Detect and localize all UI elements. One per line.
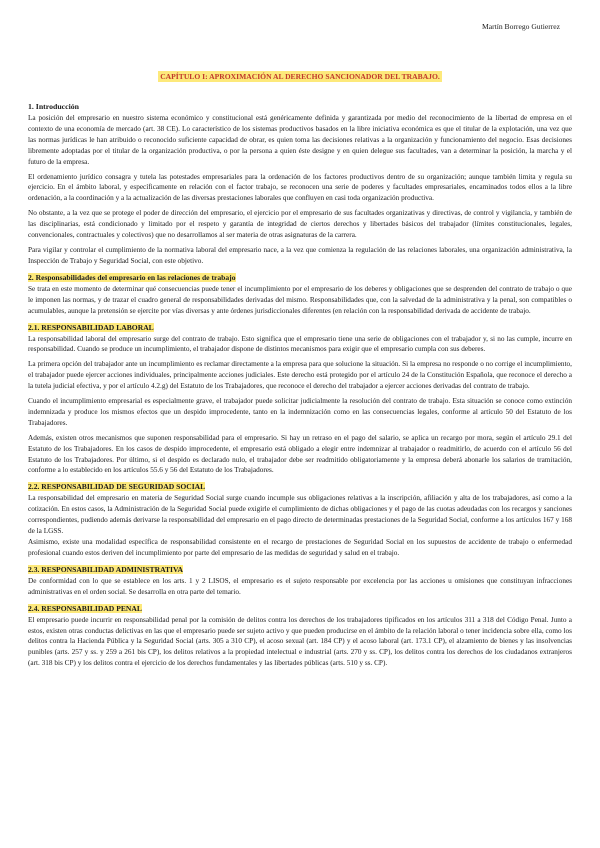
section-heading-text: 2.2. RESPONSABILIDAD DE SEGURIDAD SOCIAL	[28, 482, 206, 492]
paragraph: Para vigilar y controlar el cumplimiento de la normativa laboral del empresario nace, a la vez que comienza la regulación de las relaciones laborales, una organización administrativa, la Inspección de Trabajo y Seguridad Social, con este objetivo.	[28, 245, 572, 265]
section-heading-penal	[28, 604, 572, 614]
section-heading-text: 2.1. RESPONSABILIDAD LABORAL	[28, 322, 154, 332]
paragraph: El ordenamiento jurídico consagra y tutela las potestades empresariales para la ordenación de los factores productivos dentro de su organización; aunque también limita y regula su ejercicio. En el ámbito laboral, y específicamente en relación con el factor trabajo, se reconocen una serie de poderes y facultades empresariales, encaminados todos ellos a la libre ordenación, a la coordinación y a la actualización de las diversas prestaciones laborales que confluyen en casi toda organización productiva.	[28, 172, 572, 203]
section-heading-intro: 1. Introducción	[28, 102, 79, 111]
section-heading-responsabilidades	[28, 273, 572, 283]
paragraph: Además, existen otros mecanismos que suponen responsabilidad para el empresario. Si hay un retraso en el pago del salario, se aplica un recargo por mora, según el artículo 29.1 del Estatuto de los Trabajadores. En los casos de despido improcedente, el empresario está obligado a elegir entre indemnizar al trabajador o readmitirlo, de acuerdo con el artículo 56 del Estatuto de los Trabajadores. Por último, si el despido es declarado nulo, el trabajador debe ser readmitido obligatoriamente y la empresa deberá abonarle los salarios de tramitación, conforme a lo establecido en los artículos 55.6 y 56 del Estatuto de los Trabajadores.	[28, 433, 572, 475]
section-heading-laboral	[28, 323, 572, 333]
paragraph: De conformidad con lo que se establece en los arts. 1 y 2 LISOS, el empresario es el sujeto responsable por excelencia por las acciones u omisiones que constituyan infracciones administrativas en el orden social. Se desarrolla en otra parte del temario.	[28, 576, 572, 596]
paragraph: El empresario puede incurrir en responsabilidad penal por la comisión de delitos contra los derechos de los trabajadores tipificados en los artículos 311 a 318 del Código Penal. Junto a estos, existen otras conductas delictivas en las que el empresario puede ser sujeto activo y que pueden producirse en el ámbito de la relación laboral o tener incidencia sobre ella, como los delitos contra la Hacienda Pública y la Seguridad Social (arts. 305 a 310 CP), el acoso sexual (art. 184 CP) y el acoso laboral (art. 173.1 CP), el alzamiento de bienes y las insolvencias punibles (arts. 257 y ss. y 259 a 261 bis CP), los delitos relativos a la propiedad intelectual e industrial (arts. 270 y ss. CP), los delitos contra los derechos de los ciudadanos extranjeros (art. 318 bis CP) y los delitos contra el ejercicio de los derechos fundamentales y las libertades públicas (arts. 510 y ss. CP).	[28, 615, 572, 668]
section-heading-text: 2. Responsabilidades del empresario en las relaciones de trabajo	[28, 272, 236, 282]
section-heading-text: 2.4. RESPONSABILIDAD PENAL	[28, 603, 142, 613]
section-heading-administrativa	[28, 565, 572, 575]
paragraph: La posición del empresario en nuestro sistema económico y constitucional está genéricamente definida y garantizada por medio del reconocimiento de la libertad de empresa en el contexto de una economía de mercado (art. 38 CE). Lo característico de los sistemas productivos basados en la libre iniciativa económica es que el titular de la explotación, una vez que las normas jurídicas le han atribuido o reconocido suficiente capacidad de obrar, es quien toma las decisiones relativas a la organización y funcionamiento del negocio. Esas decisiones libremente adoptadas por el titular de la organización productiva, o por la persona a quien éste designe y en quien delegue sus facultades, van a determinar la posición, la marcha y el futuro de la empresa.	[28, 114, 572, 166]
paragraph: Se trata en este momento de determinar qué consecuencias puede tener el incumplimiento por el empresario de los deberes y obligaciones que se desprenden del contrato de trabajo o que le imponen las normas, y de trazar el cuadro general de responsabilidades derivadas del mismo. Responsabilidades que, con la salvedad de la administrativa y la penal, son compatibles o acumulables, aunque la pretensión se ejercite por vías diversas y ante órdenes jurisdiccionales diferentes (en relación con la responsabilidad derivada de accidente de trabajo.	[28, 284, 572, 315]
paragraph: La responsabilidad del empresario en materia de Seguridad Social surge cuando incumple sus obligaciones relativas a la inscripción, afiliación y alta de los trabajadores, así como a la cotización. En estos casos, la Administración de la Seguridad Social puede exigirle el cumplimiento de dichas obligaciones y el pago de las cuotas adeudadas con los recargos y sanciones correspondientes, pudiendo además derivarse la responsabilidad del empresario en el pago directo de determinadas prestaciones de la Seguridad Social, conforme a los artículos 167 y 168 de la LGSS.	[28, 494, 572, 536]
author-name: Martín Borrego Gutierrez	[481, 22, 560, 31]
paragraph: La responsabilidad laboral del empresario surge del contrato de trabajo. Esto significa que el empresario tiene una serie de obligaciones con el trabajador y, si no las cumple, incurre en responsabilidad. Cuando se produce un incumplimiento, el trabajador dispone de distintos mecanismos para exigir que el empresario cumpla con sus deberes.	[28, 334, 572, 354]
paragraph: Cuando el incumplimiento empresarial es especialmente grave, el trabajador puede solicitar judicialmente la resolución del contrato de trabajo. Esta situación se conoce como extinción indemnizada y produce los mismos efectos que un despido improcedente, tanto en la indemnización como en las consecuencias legales, conforme al artículo 50 del Estatuto de los Trabajadores.	[28, 397, 572, 427]
paragraph: Asimismo, existe una modalidad específica de responsabilidad consistente en el recargo de prestaciones de Seguridad Social en los supuestos de accidente de trabajo o enfermedad profesional cuando estos deriven del incumplimiento por parte del empresario de las medidas de seguridad y salud en el trabajo.	[28, 538, 572, 557]
paragraph: No obstante, a la vez que se protege el poder de dirección del empresario, el ejercicio por el empresario de sus facultades organizativas y directivas, de control y vigilancia, y también de las disciplinarias, está condicionado y limitado por el respeto y garantía de integridad de ciertos derechos y libertades básicos del trabajador (límites constitucionales, legales, convencionales, contractuales y colectivos) que no desarrollamos al ser materia de otras asignaturas de la carrera.	[28, 209, 572, 240]
chapter-title	[28, 66, 572, 84]
paragraph: La primera opción del trabajador ante un incumplimiento es reclamar directamente a la empresa para que solucione la situación. Si la empresa no responde o no corrige el incumplimiento, el trabajador puede ejercer acciones individuales, principalmente acciones judiciales. Este derecho está protegido por el artículo 24 de la Constitución Española, que reconoce el derecho a la tutela judicial efectiva, y por el artículo 4.2.g) del Estatuto de los Trabajadores, que reconoce el derecho del trabajador a ejercer acciones derivadas del contrato de trabajo.	[28, 360, 572, 391]
section-heading-seguridad-social	[28, 482, 572, 492]
section-heading-text: 2.3. RESPONSABILIDAD ADMINISTRATIVA	[28, 564, 183, 574]
chapter-title-text: CAPÍTULO I: APROXIMACIÓN AL DERECHO SANCIONADOR DEL TRABAJO.	[160, 72, 440, 81]
